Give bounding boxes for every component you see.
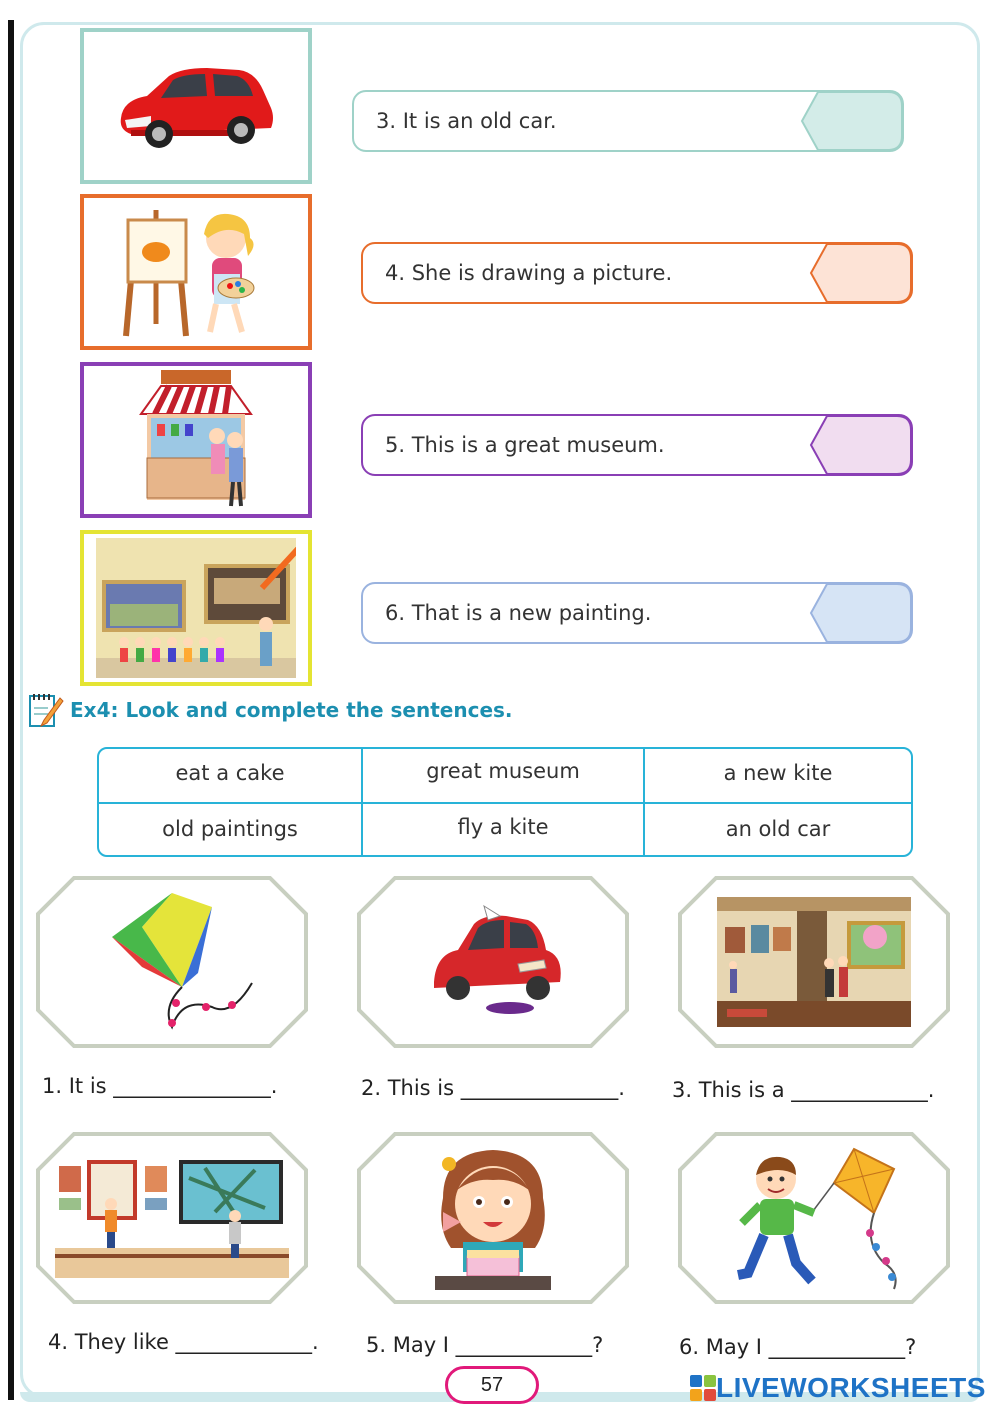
- sentence-box-6[interactable]: [361, 582, 913, 644]
- question-1[interactable]: 1. It is _______________.: [42, 1074, 278, 1098]
- answer-tab-4[interactable]: [809, 242, 913, 304]
- picture-girl-cake: [355, 1130, 631, 1306]
- art-gallery-icon: [55, 1158, 289, 1278]
- boy-kite-icon: [724, 1143, 904, 1293]
- exercise-heading: [28, 690, 513, 730]
- sentence-3-text: 3. It is an old car.: [376, 109, 557, 133]
- museum-visit-icon: [96, 538, 296, 678]
- question-3[interactable]: 3. This is a _____________.: [672, 1078, 935, 1102]
- picture-broken-car: [355, 874, 631, 1050]
- kite-icon: [82, 887, 262, 1037]
- word-bank-item: fly a kite: [457, 815, 549, 839]
- exercise-title: Ex4: Look and complete the sentences.: [70, 698, 513, 722]
- table-divider: [99, 802, 911, 804]
- liveworksheets-logo: [690, 1372, 986, 1404]
- picture-girl-painting: [80, 194, 312, 350]
- sentence-6-text: 6. That is a new painting.: [385, 601, 652, 625]
- girl-painting-icon: [116, 204, 276, 340]
- question-4[interactable]: 4. They like _____________.: [48, 1330, 319, 1354]
- word-bank-item: eat a cake: [175, 761, 285, 785]
- answer-tab-3[interactable]: [800, 90, 904, 152]
- question-6[interactable]: 6. May I _____________?: [679, 1335, 917, 1359]
- question-5[interactable]: 5. May I _____________?: [366, 1333, 604, 1357]
- sentence-5-text: 5. This is a great museum.: [385, 433, 665, 457]
- page-number: 57: [445, 1366, 539, 1404]
- picture-boy-kite: [676, 1130, 952, 1306]
- brand-text: LIVEWORKSHEETS: [716, 1372, 986, 1403]
- question-2[interactable]: 2. This is _______________.: [361, 1076, 625, 1100]
- picture-red-car: [80, 28, 312, 184]
- picture-museum-gallery: [676, 874, 952, 1050]
- market-stall-icon: [131, 370, 261, 510]
- picture-art-gallery: [34, 1130, 310, 1306]
- answer-tab-5[interactable]: [809, 414, 913, 476]
- left-margin-rule: [8, 20, 14, 1400]
- picture-museum-visit: [80, 530, 312, 686]
- red-car-icon: [111, 56, 281, 156]
- girl-cake-icon: [413, 1138, 573, 1298]
- sentence-4-text: 4. She is drawing a picture.: [385, 261, 673, 285]
- picture-kite: [34, 874, 310, 1050]
- sentence-box-5[interactable]: [361, 414, 913, 476]
- word-bank-item: great museum: [426, 759, 580, 783]
- answer-tab-6[interactable]: [809, 582, 913, 644]
- sentence-box-3[interactable]: [352, 90, 904, 152]
- broken-car-icon: [418, 902, 568, 1022]
- word-bank-item: an old car: [725, 817, 831, 841]
- liveworksheets-icon: [690, 1375, 716, 1401]
- word-bank-item: old paintings: [162, 817, 298, 841]
- museum-gallery-icon: [717, 897, 911, 1027]
- word-bank-item: a new kite: [723, 761, 833, 785]
- sentence-box-4[interactable]: [361, 242, 913, 304]
- word-bank-table: [97, 747, 913, 857]
- picture-market-stall: [80, 362, 312, 518]
- notebook-pencil-icon: [28, 690, 64, 730]
